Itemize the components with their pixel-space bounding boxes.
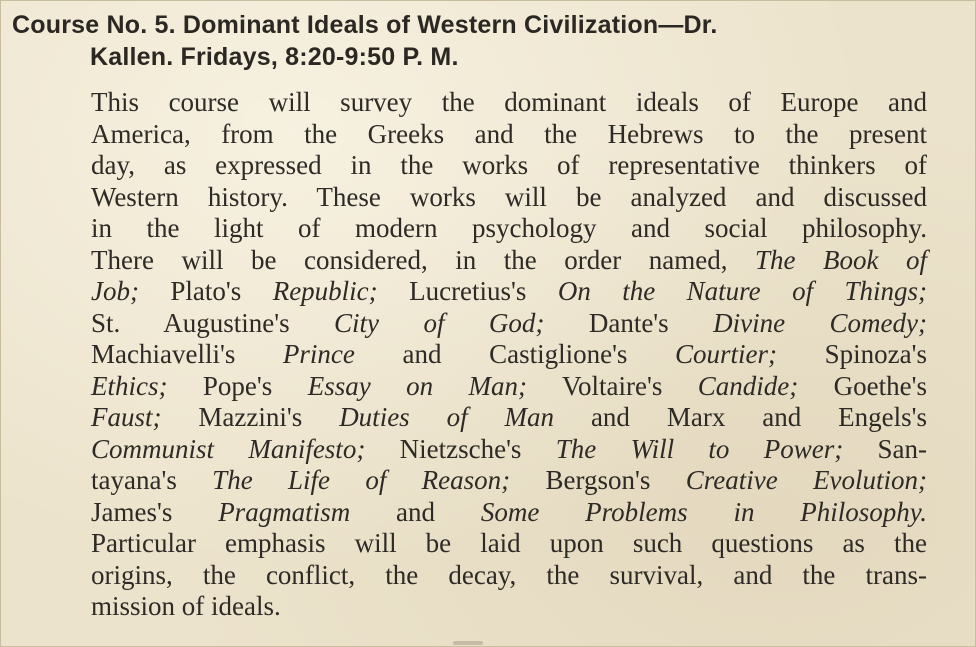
description-line: America, from the Greeks and the Hebrews to the present (91, 118, 927, 149)
description-line (91, 308, 927, 340)
work-title: City of God; (334, 307, 545, 338)
work-title: The Will to Power; (555, 433, 844, 464)
description-line (91, 434, 927, 466)
description-line (91, 276, 927, 308)
work-title: On the Nature of Things; (557, 276, 928, 306)
text-run: Plato's (170, 276, 242, 306)
text-run: Mazzini's (198, 402, 303, 432)
text-run: Voltaire's (561, 370, 663, 401)
description-line: Western history. These works will be analyzed and discussed (91, 181, 927, 212)
text-run: and Castiglione's (402, 339, 628, 369)
work-title: Communist Manifesto; (91, 433, 366, 464)
work-title: Prince (282, 339, 355, 369)
text-run: Dante's (588, 307, 669, 338)
text-run: Machiavelli's (91, 339, 236, 369)
course-description (91, 87, 927, 623)
work-title: Ethics; (91, 370, 168, 401)
work-title: Republic; (272, 276, 378, 306)
description-line: mission of ideals. (91, 591, 281, 621)
text-run: Pope's (202, 370, 273, 401)
work-title: Some Problems in Philosophy. (480, 496, 928, 527)
course-heading-line-2: Kallen. Fridays, 8:20-9:50 P. M. (90, 43, 459, 71)
work-title: The Life of Reason; (212, 465, 511, 495)
description-line (91, 245, 927, 277)
work-title: Courtier; (675, 339, 778, 369)
text-run: St. Augustine's (91, 307, 290, 338)
work-title: Duties of Man (339, 402, 555, 432)
text-run: Goethe's (833, 370, 928, 401)
description-line (91, 371, 927, 403)
work-title: Pragmatism (218, 496, 351, 527)
text-run: James's (91, 496, 173, 527)
text-run: Spinoza's (824, 339, 927, 369)
description-line: in the light of modern psychology and social philosophy. (91, 213, 927, 243)
work-title: The Book of (755, 244, 928, 275)
text-run: There will be considered, in the order named, (91, 244, 728, 275)
description-line: day, as expressed in the works of representative thinkers of (91, 150, 927, 180)
text-run: San- (877, 433, 928, 464)
course-heading-line-1: Course No. 5. Dominant Ideals of Western Civilization—Dr. (12, 11, 718, 39)
text-run: Bergson's (545, 465, 651, 495)
text-run: and (396, 496, 436, 527)
work-title: Candide; (697, 370, 799, 401)
work-title: Job; (91, 276, 139, 306)
work-title: Essay on Man; (307, 370, 528, 401)
text-run: tayana's (91, 465, 177, 495)
page-mark (453, 641, 483, 645)
description-line: Particular emphasis will be laid upon such questions as the (91, 528, 927, 558)
description-line (91, 339, 927, 371)
text-run: Lucretius's (409, 276, 527, 306)
work-title: Divine Comedy; (713, 307, 927, 338)
course-heading (12, 9, 962, 73)
description-line (91, 497, 927, 529)
description-line (91, 402, 927, 434)
work-title: Creative Evolution; (685, 465, 928, 495)
description-line: origins, the conflict, the decay, the survival, and the trans- (91, 559, 927, 590)
text-run: and Marx and Engels's (590, 402, 927, 432)
work-title: Faust; (91, 402, 162, 432)
text-run: Nietzsche's (399, 433, 522, 464)
description-line: This course will survey the dominant ideals of Europe and (91, 87, 927, 117)
description-line (91, 465, 927, 497)
